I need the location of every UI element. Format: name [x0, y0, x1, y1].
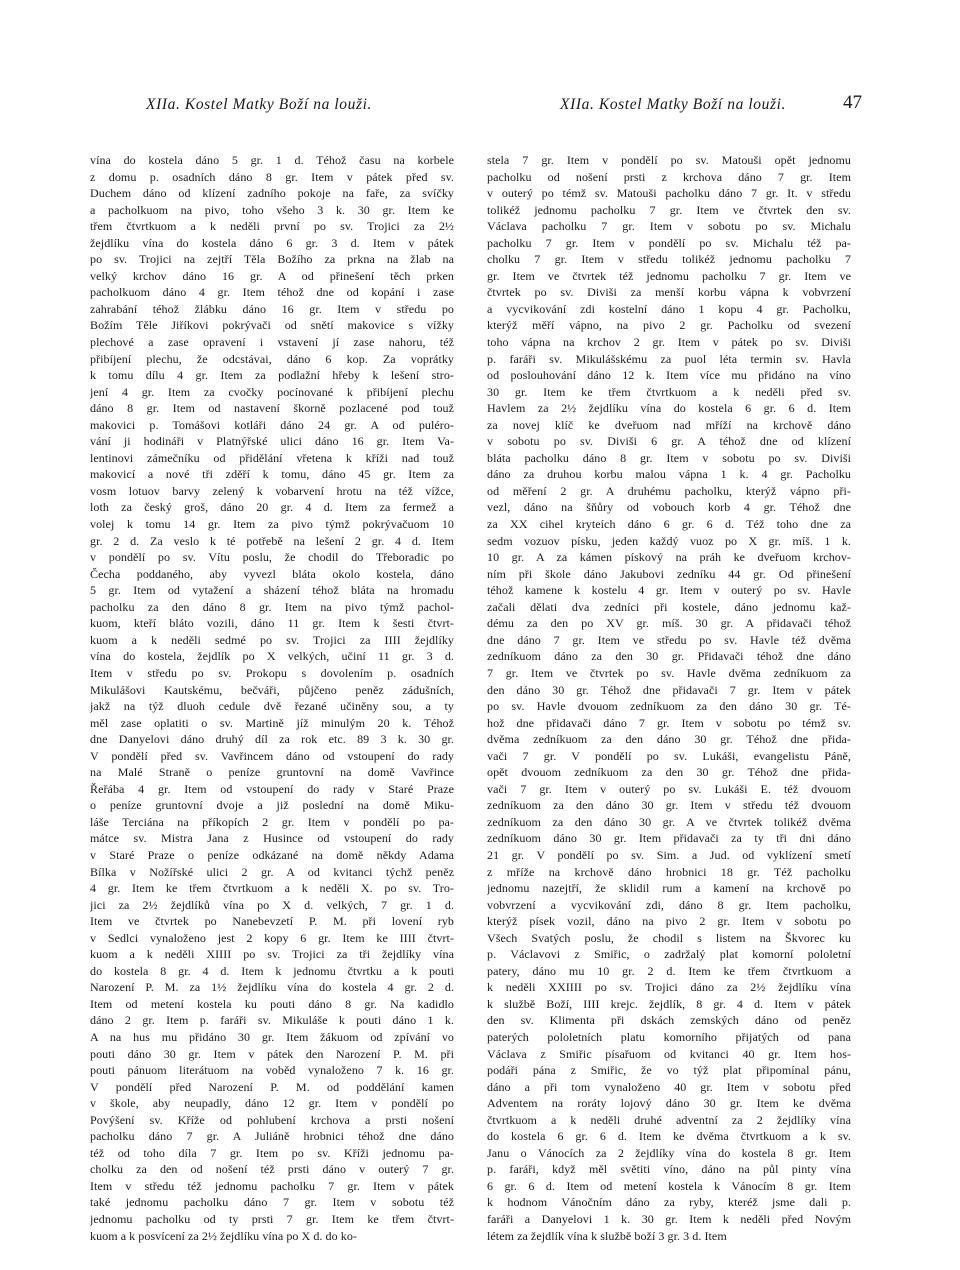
text-line: na Malé Straně o peníze gruntovní na domě Vavřince — [90, 765, 454, 780]
text-line: a pacholkuom na pivo, toho všeho 3 k. 30 gr. Item ke — [90, 202, 454, 217]
text-line: téhož kamene k kostelu 4 gr. Item v outerý po sv. Havle — [487, 583, 851, 598]
text-line: 4 gr. Item ke třem čtvrtkuom a k neděli X. po sv. Tro- — [90, 881, 454, 896]
text-line: dáno a při tom vynaloženo 40 gr. Item v sobotu před — [487, 1079, 851, 1094]
running-title-right: XIIa. Kostel Matky Boží na louži. — [560, 96, 787, 113]
text-line: v sobotu po sv. Diviši 6 gr. A téhož dne od klízení — [487, 434, 851, 449]
text-line: Janu o Vánocích za 2 žejdlíky vína do kostela 8 gr. Item — [487, 1145, 851, 1160]
text-line: Havlem za 2½ žejdlíku vína do kostela 6 gr. 6 d. Item — [487, 401, 851, 416]
text-line: v Sedlci vynaloženo jest 2 kopy 6 gr. Item ke IIII čtvrt- — [90, 930, 454, 945]
text-line: kterýž měří vápno, na pivo 2 gr. Pacholku od svezení — [487, 318, 851, 333]
text-line: Václava z Smiřic písařuom od kvitanci 40 gr. Item hos- — [487, 1046, 851, 1061]
text-line: do kostela 8 gr. 4 d. Item k jednomu čtvrtku a k pouti — [90, 963, 454, 978]
text-line: pacholkuom dáno 4 gr. Item téhož dne od kopání i zase — [90, 285, 454, 300]
text-line: dému za den po XV gr. míš. 30 gr. A přidavači téhož — [487, 616, 851, 631]
text-line: Item ve čtvrtek po Nanebevzetí P. M. při lovení ryb — [90, 914, 454, 929]
text-line: pacholku od nošení prsti z krchova dáno 7 gr. Item — [487, 169, 851, 184]
text-line: A na hus mu přidáno 30 gr. Item žákuom od zpívání vo — [90, 1029, 454, 1044]
text-line: dáno za druhou korbu malou vápna 1 k. 4 gr. Pacholku — [487, 467, 851, 482]
text-line: kuom a k neděli XIIII po sv. Trojici za tři žejdlíky vína — [90, 947, 454, 962]
text-line: létem za žejdlík vína k službě boží 3 gr. 3 d. Item — [487, 1228, 727, 1243]
text-line: do kostela 6 gr. 6 d. Item ke dvěma čtvrtkuom a k sv. — [487, 1129, 851, 1144]
text-line: Narození P. M. za 1½ žejdlíku vína do kostela 4 gr. 2 d. — [90, 980, 454, 995]
text-line: makovici p. Tomášovi kotláři dáno 24 gr. A od puléro- — [90, 417, 454, 432]
text-line: V pondělí před Narození P. M. od poddělání kamen — [90, 1079, 454, 1094]
text-line: volej k tomu 14 gr. Item za pivo týmž pokrývačuom 10 — [90, 517, 454, 532]
text-line: sedm vozuov písku, jeden každý vuoz po X gr. míš. 1 k. — [487, 533, 851, 548]
text-line: kuom a k neděli sedmé po sv. Trojici za IIII žejdlíky — [90, 632, 454, 647]
text-line: v outerý po témž sv. Matouši pacholku dáno 7 gr. It. v středu — [487, 186, 851, 201]
text-line: den sv. Klimenta při dskách zemských dáno od peněz — [487, 1013, 851, 1028]
text-line: v škole, aby neupadly, dáno 12 gr. Item v pondělí po — [90, 1096, 454, 1111]
text-line: jednomu pacholku od ty prsti 7 gr. Item ke třem čtvrt- — [90, 1212, 454, 1226]
text-line: vání ji hodináři v Platnýřské ulici dáno 16 gr. Item Va- — [90, 434, 454, 449]
text-line: k neděli XXIIII po sv. Trojici dáno za 2½ žejdlíku vína — [487, 980, 851, 995]
text-line: k tomu dílu 4 gr. Item za podlažní hřeby k lešení stro- — [90, 368, 454, 383]
text-line: začali dělati dva zedníci při kostele, dáno jednomu kaž- — [487, 599, 851, 614]
text-line: patery, dáno mu 10 gr. 2 d. Item ke třem čtvrtkuom a — [487, 963, 851, 978]
text-line: pacholku dáno 7 gr. A Juliáně hrobnici téhož dne dáno — [90, 1129, 454, 1144]
text-line: gr. 2 d. Za veslo k té potřebě na lešení 2 gr. 4 d. Item — [90, 533, 454, 548]
text-line: žejdlíku vína do kostela dáno 6 gr. 3 d. Item v pátek — [90, 235, 454, 250]
text-line: v Staré Praze o peníze odkázané na domě někdy Adama — [90, 847, 454, 862]
text-line: čtvrtek po sv. Diviši za menší korbu vápna k vobvrzení — [487, 285, 851, 300]
text-line: p. Václavovi z Smiřic, o zadržalý plat komorní pololetní — [487, 947, 851, 962]
text-line: pouti pánuom literátuom na voběd vynaloženo 7 k. 16 gr. — [90, 1063, 454, 1078]
text-line: toho vápna na krchov 2 gr. Item v pátek po sv. Diviši — [487, 335, 851, 350]
text-line: Řeřába 4 gr. Item od vstoupení do rady v Staré Praze — [90, 781, 454, 796]
text-line: hož dne přidavači dáno 7 gr. Item v sobotu po témž sv. — [487, 715, 851, 730]
page-number: 47 — [843, 92, 862, 113]
text-line: makovicí a nové tři zděří k tomu, dáno 45 gr. Item za — [90, 467, 454, 482]
text-line: cholku za den od nošení též prsti dáno v outerý 7 gr. — [90, 1162, 454, 1177]
right-text-column — [487, 152, 851, 1244]
text-line: Čecha poddaného, aby vyvezl bláta okolo kostela, dáno — [90, 566, 454, 581]
text-line: gr. Item ve čtvrtek též jednomu pacholku 7 gr. Item ve — [487, 268, 851, 283]
text-line: kterýž písek vozil, dáno na pivo 2 gr. Item v sobotu po — [487, 914, 851, 929]
text-line: stela 7 gr. Item v pondělí po sv. Matouši opět jednomu — [487, 153, 851, 167]
text-line: dáno 2 gr. Item p. faráři sv. Mikuláše k pouti dáno 1 k. — [90, 1013, 454, 1028]
text-line: pacholku za den dáno 8 gr. Item na pivo týmž pachol- — [90, 599, 454, 614]
text-line: za novej klíč ke dveřuom nad mříží na krchově dáno — [487, 417, 851, 432]
text-line: dáno 8 gr. Item od nastavení škorně pozlacené pod touž — [90, 401, 454, 416]
text-line: vači 7 gr. V pondělí po sv. Lukáši, evangelistu Páně, — [487, 748, 851, 763]
text-line: Všech Svatých poslu, že chodil s listem na Škvorec ku — [487, 930, 851, 945]
text-line: také jednomu pacholku dáno 7 gr. Item v sobotu též — [90, 1195, 454, 1210]
text-line: jednomu nazejtří, že sklidil rum a kamení na krchově po — [487, 881, 851, 896]
text-line: ním při škole dáno Jakubovi zedníku 44 gr. Od přinešení — [487, 566, 851, 581]
text-line: vezl, dáno na šňůry od vobouch korb 4 gr. Téhož dne — [487, 500, 851, 515]
text-line: 21 gr. V pondělí po sv. Sim. a Jud. od vyklízení smetí — [487, 847, 851, 862]
text-line: Bílka v Nožířské ulici 2 gr. A od kvitanci týchž peněz — [90, 864, 454, 879]
text-line: p. faráři sv. Mikulášskému za puol léta termin sv. Havla — [487, 351, 851, 366]
text-line: též od toho díla 7 gr. Item po sv. Kříži jednomu pa- — [90, 1145, 454, 1160]
text-line: plechové a zase opravení i vstavení jí zase nahoru, též — [90, 335, 454, 350]
text-line: v pondělí po sv. Vítu poslu, že chodil do Třeboradic po — [90, 550, 454, 565]
text-line: Božím Těle Jiříkovi pokrývači od snětí makovice s vížky — [90, 318, 454, 333]
text-line: o peníze gruntovní dvoje a již poslední na domě Miku- — [90, 798, 454, 813]
text-line: 6 gr. 6 d. Item od metení kostela k Vánocím 8 gr. Item — [487, 1178, 851, 1193]
text-line: Mikulášovi Kautskému, bečváři, půjčeno peněz zádušních, — [90, 682, 454, 697]
text-line: jakž na týž dluoh cedule dvě řezané učiněny sou, a ty — [90, 699, 454, 714]
text-line: bláta pacholku dáno 8 gr. Item v sobotu po sv. Diviši — [487, 450, 851, 465]
text-line: Václava pacholku 7 gr. Item v sobotu po sv. Michalu — [487, 219, 851, 234]
text-line: 7 gr. Item ve čtvrtek po sv. Havle dvěma zedníkuom za — [487, 665, 851, 680]
text-line: pouti dáno 30 gr. Item v pátek den Narození P. M. při — [90, 1046, 454, 1061]
text-line: dvěma zedníkuom za den dáno 30 gr. Téhož dne přida- — [487, 732, 851, 747]
text-line: tolikéž jednomu pacholku 7 gr. Item ve čtvrtek den sv. — [487, 202, 851, 217]
text-line: zahrabání téhož žlábku dáno 16 gr. Item v středu po — [90, 301, 454, 316]
text-line: od měření 2 gr. A druhému pacholku, kterýž vápno při- — [487, 483, 851, 498]
text-line: jení 4 gr. Item za cvočky pocínované k přibíjení plechu — [90, 384, 454, 399]
text-line: a vycvikování zdi kostelní dáno 1 kopu 4 gr. Pacholku, — [487, 301, 851, 316]
text-line: vosm lotuov barvy zelený k vobarvení hrotu na též vížce, — [90, 483, 454, 498]
text-line: Povýšení sv. Kříže od pohlubení krchova a prsti nošení — [90, 1112, 454, 1127]
text-line: faráři a Danyelovi 1 k. 30 gr. Item k neděli před Novým — [487, 1212, 851, 1226]
text-line: za XX cihel kryteích dáno 6 gr. 6 d. Též toho dne za — [487, 517, 851, 532]
left-text-column — [90, 152, 454, 1244]
text-line: den dáno 30 gr. Téhož dne přidavači 7 gr. Item v pátek — [487, 682, 851, 697]
text-line: opět dvouom zedníkuom za den 30 gr. Téhož dne přida- — [487, 765, 851, 780]
text-line: kuom, kteří bláto vozili, dáno 11 gr. Item k šesti čtvrt- — [90, 616, 454, 631]
text-line: V pondělí před sv. Vavřincem dáno od vstoupení do rady — [90, 748, 454, 763]
text-line: p. faráři, když měl světiti víno, dáno na půl pinty vína — [487, 1162, 851, 1177]
running-title-left: XIIa. Kostel Matky Boží na louži. — [146, 96, 373, 113]
text-line: Item v středu též jednomu pacholku 7 gr. Item v pátek — [90, 1178, 454, 1193]
text-line: 10 gr. A za kámen pískový na práh ke dveřuom krchov- — [487, 550, 851, 565]
text-line: k hodnom Vánočním dáno za ryby, kteréž jsme dali p. — [487, 1195, 851, 1210]
text-line: cholku 7 gr. Item v středu tolikéž jednomu pacholku 7 — [487, 252, 851, 267]
text-line: Item v středu po sv. Prokopu s dovolením p. osadních — [90, 665, 454, 680]
text-line: vína do kostela, žejdlík po X velkých, učiní 11 gr. 3 d. — [90, 649, 454, 664]
text-line: měl zase oplatiti o sv. Martině jíž minulým 20 k. Téhož — [90, 715, 454, 730]
text-line: láše Terciána na příkopích 2 gr. Item v pondělí po pa- — [90, 814, 454, 829]
text-line: 5 gr. Item od vytažení a sházení téhož bláta na hromadu — [90, 583, 454, 598]
text-line: 30 gr. Item ke třem čtvrtkuom a k neděli před sv. — [487, 384, 851, 399]
text-line: z mříže na krchově dáno hrobnici 18 gr. Též pacholku — [487, 864, 851, 879]
text-line: vači 7 gr. Item v outerý po sv. Lukáši E. též dvouom — [487, 781, 851, 796]
text-line: zedníkuom dáno za den 30 gr. Přidavači téhož dne dáno — [487, 649, 851, 664]
text-line: Duchem dáno od klízení zadního pokoje na faře, za svíčky — [90, 186, 454, 201]
running-header — [0, 92, 960, 126]
text-line: z domu p. osadních dáno 8 gr. Item v pátek před sv. — [90, 169, 454, 184]
text-line: po sv. Trojici na zejtří Těla Božího za prkna na žlab na — [90, 252, 454, 267]
text-line: dne dáno 7 gr. Item ve středu po sv. Havle též dvěma — [487, 632, 851, 647]
text-line: vína do kostela dáno 5 gr. 1 d. Téhož času na korbele — [90, 153, 454, 167]
text-line: lentinovi zámečníku od přidělání vřetena k kříži nad touž — [90, 450, 454, 465]
text-line: zedníkuom dáno 30 gr. Item přidavači za ty tři dni dáno — [487, 831, 851, 846]
text-line: pacholku 7 gr. Item v pondělí po sv. Michalu též pa- — [487, 235, 851, 250]
text-line: kuom a k posvícení za 2½ žejdlíku vína po X d. do ko- — [90, 1228, 357, 1243]
text-line: Adventem na roráty lojový dáno 30 gr. Item ke dvěma — [487, 1096, 851, 1111]
text-line: vobvrzení a vycvikování zdi, dáno 8 gr. Item pacholku, — [487, 897, 851, 912]
text-line: podáři pána z Smiřic, že vo týž plat připomínal pánu, — [487, 1063, 851, 1078]
text-line: přibíjení plechu, že odcstávai, dáno 6 kop. Za voprátky — [90, 351, 454, 366]
text-line: třem čtvrtkuom a k neděli první po sv. Trojici za 2½ — [90, 219, 454, 234]
text-line: po sv. Havle dvouom zedníkuom za den dáno 30 gr. Té- — [487, 699, 851, 714]
text-line: paterých pololetních platu komorního přijatých od pana — [487, 1029, 851, 1044]
text-line: jici za 2½ žejdlíků vína po X d. velkých, 7 gr. 1 d. — [90, 897, 454, 912]
text-line: zedníkuom za den dáno 30 gr. A ve čtvrtek tolikéž dvěma — [487, 814, 851, 829]
text-line: k službě Boží, IIII krejc. žejdlík, 8 gr. 4 d. Item v pátek — [487, 996, 851, 1011]
text-line: čtvrtkuom a k neděli druhé adventní za 2 žejdlíky vína — [487, 1112, 851, 1127]
text-line: Item od metení kostela ku pouti dáno 8 gr. Na kadidlo — [90, 996, 454, 1011]
text-line: velký krchov dáno 16 gr. A od přinešení těch prken — [90, 268, 454, 283]
text-line: zedníkuom za den dáno 30 gr. Item v středu též dvouom — [487, 798, 851, 813]
text-line: mátce sv. Mistra Jana z Husince od vstoupení do rady — [90, 831, 454, 846]
text-line: od poslouhování dáno 12 k. Item více mu přidáno na víno — [487, 368, 851, 383]
text-line: loth za český groš, dáno 20 gr. 4 d. Item za fermež a — [90, 500, 454, 515]
text-line: dne Danyelovi dáno druhý díl za rok etc. 89 3 k. 30 gr. — [90, 732, 454, 747]
